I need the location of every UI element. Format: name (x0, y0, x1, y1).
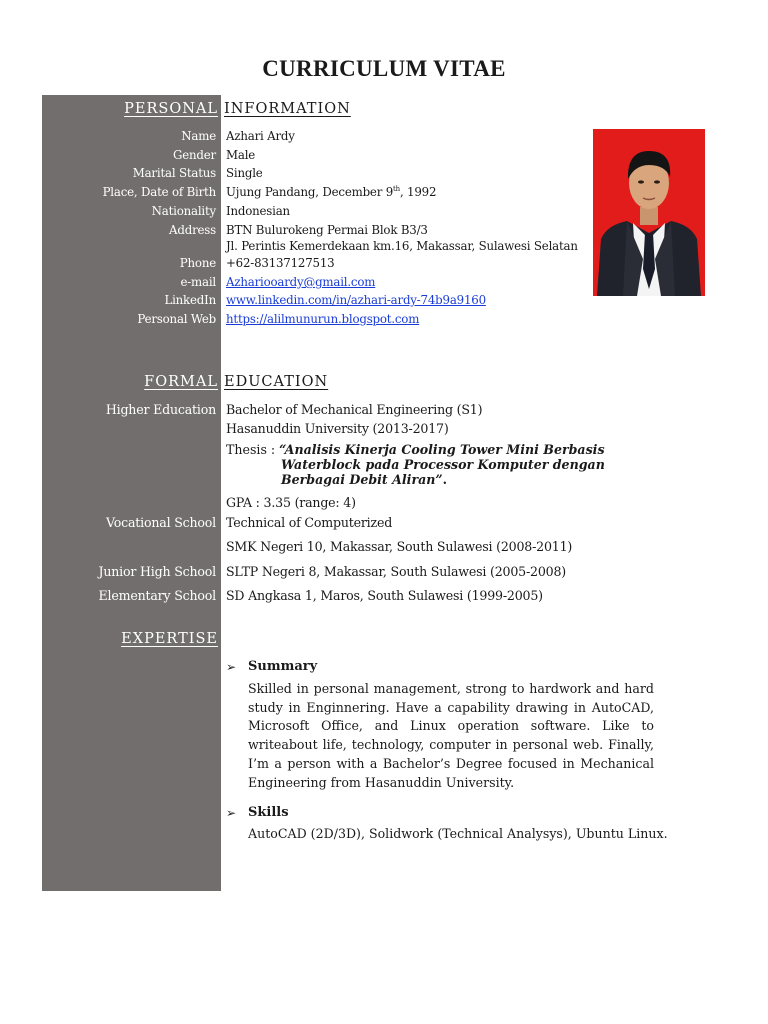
skills-title: Skills (248, 805, 289, 820)
personal-web-label: Personal Web (137, 312, 216, 326)
address-label: Address (169, 223, 216, 237)
vocational-major: Technical of Computerized (226, 515, 393, 530)
thesis-line3: Berbagai Debit Aliran” (281, 472, 443, 487)
address-line1: BTN Bulurokeng Permai Blok B3/3 (226, 223, 428, 237)
birth-value: Ujung Pandang, December 9th, 1992 (226, 185, 437, 199)
birth-label: Place, Date of Birth (102, 185, 216, 199)
email-label: e-mail (180, 275, 216, 289)
higher-education-label: Higher Education (105, 402, 216, 417)
thesis-prefix: Thesis : (226, 442, 280, 457)
marital-status-value: Single (226, 166, 263, 180)
email-link[interactable]: Azharioоardy@gmail.com (226, 275, 376, 289)
personal-heading-left: PERSONAL (124, 101, 218, 117)
expertise-heading: EXPERTISE (121, 631, 218, 647)
summary-text: Skilled in personal management, strong to hardwork and hard study in Enginnering. Have a capability drawing in AutoCAD, Microsoft Office, and Linux operation software. Like to writeabout life, technology, computer in personal web. Finally, I’m a person with a Bachelor’s Degree focused in Mechanical Engineering from Hasanuddin University. (248, 681, 654, 790)
linkedin-label: LinkedIn (164, 293, 216, 307)
vocational-school: SMK Negeri 10, Makassar, South Sulawesi (2008-2011) (226, 539, 573, 554)
personal-heading-right: INFORMATION (224, 101, 351, 117)
nationality-label: Nationality (151, 204, 216, 218)
junior-high-label: Junior High School (98, 564, 216, 579)
education-heading-right: EDUCATION (224, 374, 329, 390)
name-value: Azhari Ardy (226, 129, 295, 143)
gpa-value: GPA : 3.35 (range: 4) (226, 495, 356, 510)
phone-label: Phone (179, 256, 216, 270)
summary-bullet-icon: ➢ (226, 660, 237, 674)
nationality-value: Indonesian (226, 204, 290, 218)
education-heading-left: FORMAL (144, 374, 218, 390)
name-label: Name (181, 129, 216, 143)
gender-label: Gender (173, 148, 216, 162)
thesis-line1: “Analisis Kinerja Cooling Tower Mini Berbasis (279, 442, 605, 457)
thesis-end: . (442, 472, 448, 487)
degree-value: Bachelor of Mechanical Engineering (S1) (226, 402, 483, 417)
document-title: CURRICULUM VITAE (262, 56, 506, 81)
summary-title: Summary (248, 659, 318, 674)
university-value: Hasanuddin University (2013-2017) (226, 421, 449, 436)
elementary-label: Elementary School (98, 588, 216, 603)
skills-bullet-icon: ➢ (226, 806, 237, 820)
thesis-block (226, 442, 605, 487)
phone-value: +62-83137127513 (226, 256, 335, 270)
profile-photo-figure (593, 129, 705, 296)
profile-photo (593, 129, 705, 296)
personal-web-link[interactable]: https://alilmunurun.blogspot.com (226, 312, 420, 326)
address-line2: Jl. Perintis Kemerdekaan km.16, Makassar, Sulawesi Selatan (226, 239, 578, 253)
elementary-value: SD Angkasa 1, Maros, South Sulawesi (1999-2005) (226, 588, 543, 603)
junior-high-value: SLTP Negeri 8, Makassar, South Sulawesi (2005-2008) (226, 564, 566, 579)
linkedin-link[interactable]: www.linkedin.com/in/azhari-ardy-74b9a9160 (226, 293, 486, 307)
vocational-label: Vocational School (106, 515, 216, 530)
skills-text: AutoCAD (2D/3D), Solidwork (Technical Analysys), Ubuntu Linux. (248, 826, 668, 841)
thesis-line2: Waterblock pada Processor Komputer dengan (281, 457, 605, 472)
gender-value: Male (226, 148, 256, 162)
marital-status-label: Marital Status (132, 166, 216, 180)
